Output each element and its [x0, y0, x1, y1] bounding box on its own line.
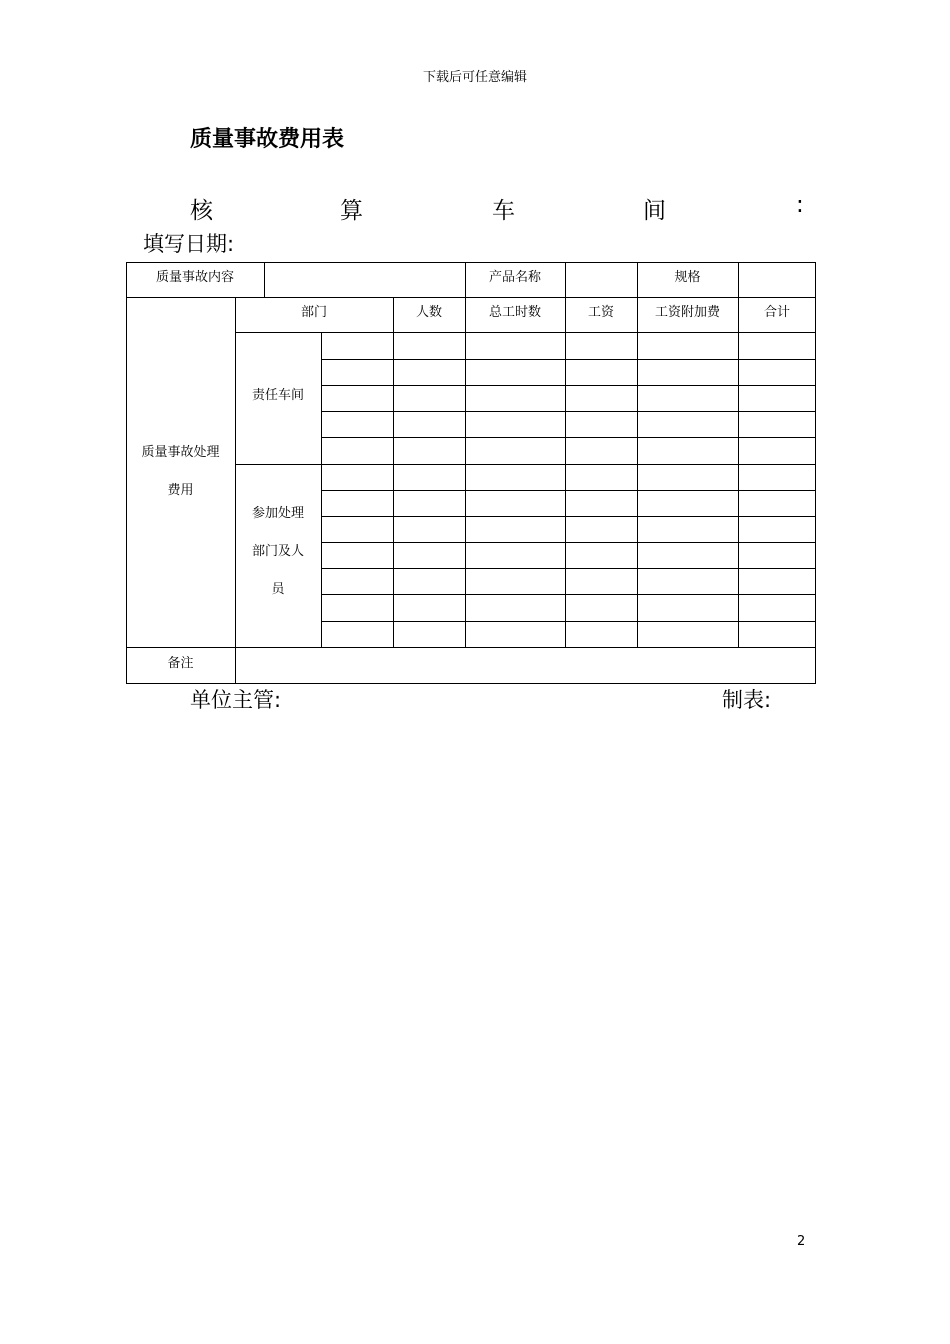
workshop-label-char: 算: [340, 198, 363, 224]
group-responsible-workshop-label: 责任车间: [251, 388, 304, 403]
accident-content-label: 质量事故内容: [155, 269, 234, 285]
section-label-line: 质量事故处理: [141, 445, 220, 460]
preparer-label: 制表:: [722, 688, 772, 712]
col-header-headcount: 人数: [415, 304, 442, 320]
workshop-label-char: 间: [643, 198, 666, 224]
product-name-label: 产品名称: [488, 269, 541, 285]
remark-label: 备注: [167, 655, 194, 671]
section-label-line: 费用: [167, 483, 194, 498]
col-header-total: 合计: [763, 304, 790, 320]
col-header-department: 部门: [300, 304, 327, 320]
workshop-label-char: 车: [492, 198, 515, 224]
workshop-label-char: 核: [190, 198, 213, 224]
group-label-line: 参加处理: [251, 505, 304, 521]
col-header-total-hours: 总工时数: [488, 304, 541, 320]
col-header-wage-surcharge: 工资附加费: [654, 304, 720, 320]
group-participating-depts-label: [235, 464, 321, 639]
expense-table: [126, 262, 816, 684]
date-label: 填写日期:: [143, 232, 235, 256]
workshop-label-char: :: [796, 192, 804, 218]
group-label-line: 部门及人: [251, 543, 304, 559]
supervisor-label: 单位主管:: [190, 688, 282, 712]
section-label: [126, 297, 235, 647]
spec-label: 规格: [674, 269, 701, 285]
col-header-wages: 工资: [587, 304, 614, 320]
page-number: 2: [797, 1234, 806, 1249]
page-header: 下载后可任意编辑: [422, 70, 527, 85]
form-title: 质量事故费用表: [190, 127, 345, 152]
group-label-line: 员: [271, 581, 285, 597]
